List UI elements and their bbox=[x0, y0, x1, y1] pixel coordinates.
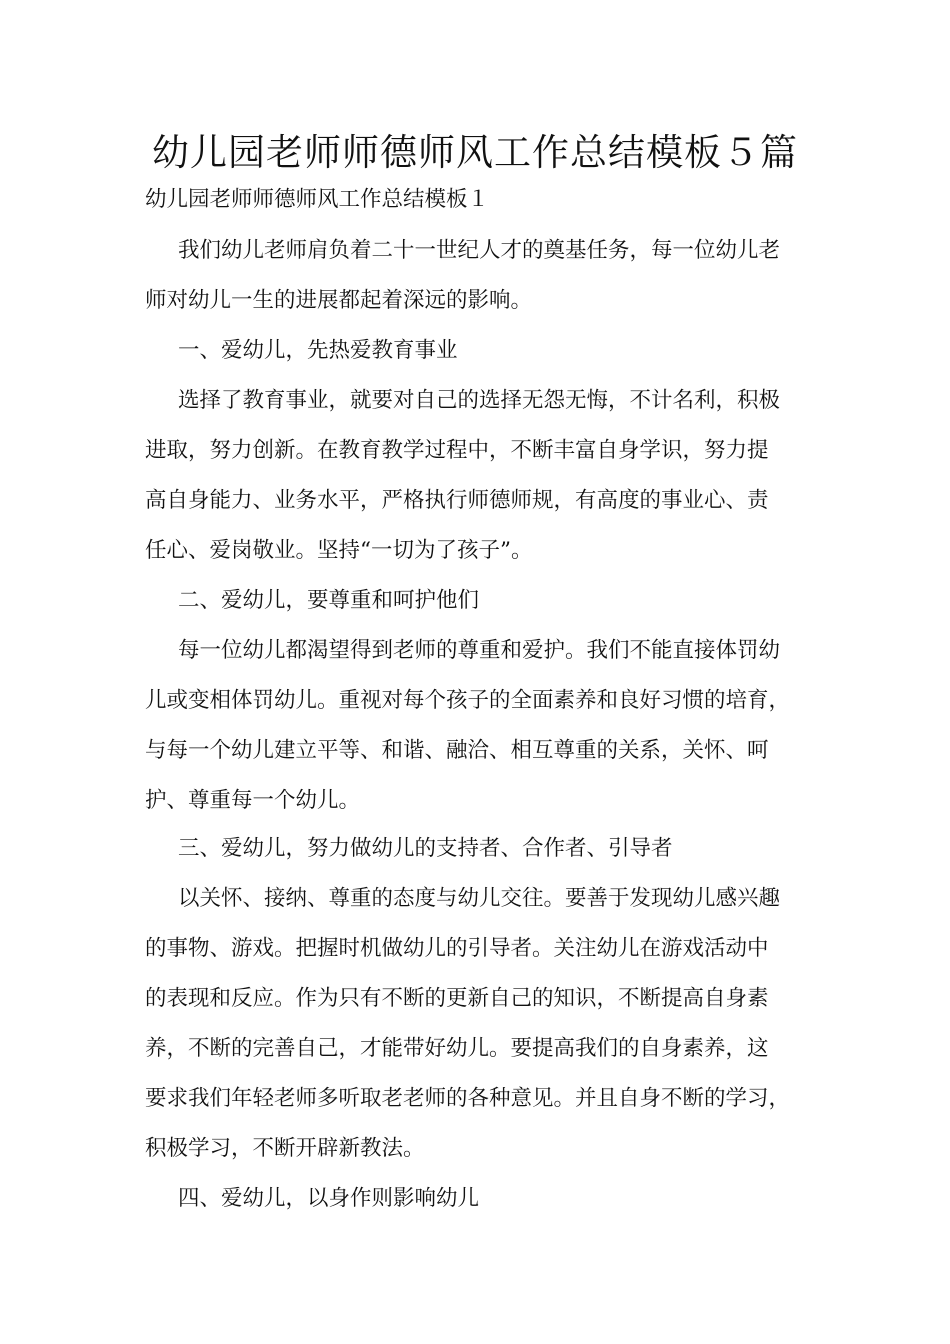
paragraph-line: 选择了教育事业，就要对自己的选择无怨无悔，不计名利，积极 bbox=[178, 388, 781, 413]
paragraph-line: 积极学习，不断开辟新教法。 bbox=[145, 1136, 425, 1161]
paragraph-line: 与每一个幼儿建立平等、和谐、融洽、相互尊重的关系，关怀、呵 bbox=[145, 738, 769, 763]
section-heading: 四、爱幼儿，以身作则影响幼儿 bbox=[178, 1186, 480, 1211]
paragraph-line: 要求我们年轻老师多听取老老师的各种意见。并且自身不断的学习， bbox=[145, 1086, 791, 1111]
paragraph-line: 任心、爱岗敬业。坚持“一切为了孩子”。 bbox=[145, 538, 533, 563]
paragraph-line: 进取，努力创新。在教育教学过程中，不断丰富自身学识，努力提 bbox=[145, 438, 769, 463]
paragraph-line: 我们幼儿老师肩负着二十一世纪人才的奠基任务，每一位幼儿老 bbox=[178, 238, 781, 263]
paragraph-line: 以关怀、接纳、尊重的态度与幼儿交往。要善于发现幼儿感兴趣 bbox=[178, 886, 781, 911]
paragraph-line: 养，不断的完善自己，才能带好幼儿。要提高我们的自身素养，这 bbox=[145, 1036, 769, 1061]
section-heading: 一、爱幼儿，先热爱教育事业 bbox=[178, 338, 458, 363]
section-heading: 三、爱幼儿，努力做幼儿的支持者、合作者、引导者 bbox=[178, 836, 673, 861]
paragraph-line: 护、尊重每一个幼儿。 bbox=[145, 788, 361, 813]
paragraph-line: 的事物、游戏。把握时机做幼儿的引导者。关注幼儿在游戏活动中 bbox=[145, 936, 769, 961]
document-title: 幼儿园老师师德师风工作总结模板５篇 bbox=[152, 131, 798, 174]
section-heading: 二、爱幼儿，要尊重和呵护他们 bbox=[178, 588, 480, 613]
paragraph-line: 师对幼儿一生的进展都起着深远的影响。 bbox=[145, 288, 533, 313]
document-subtitle: 幼儿园老师师德师风工作总结模板１ bbox=[145, 187, 490, 212]
paragraph-line: 儿或变相体罚幼儿。重视对每个孩子的全面素养和良好习惯的培育， bbox=[145, 688, 791, 713]
paragraph-line: 的表现和反应。作为只有不断的更新自己的知识，不断提高自身素 bbox=[145, 986, 769, 1011]
paragraph-line: 每一位幼儿都渴望得到老师的尊重和爱护。我们不能直接体罚幼 bbox=[178, 638, 781, 663]
paragraph-line: 高自身能力、业务水平，严格执行师德师规，有高度的事业心、责 bbox=[145, 488, 769, 513]
